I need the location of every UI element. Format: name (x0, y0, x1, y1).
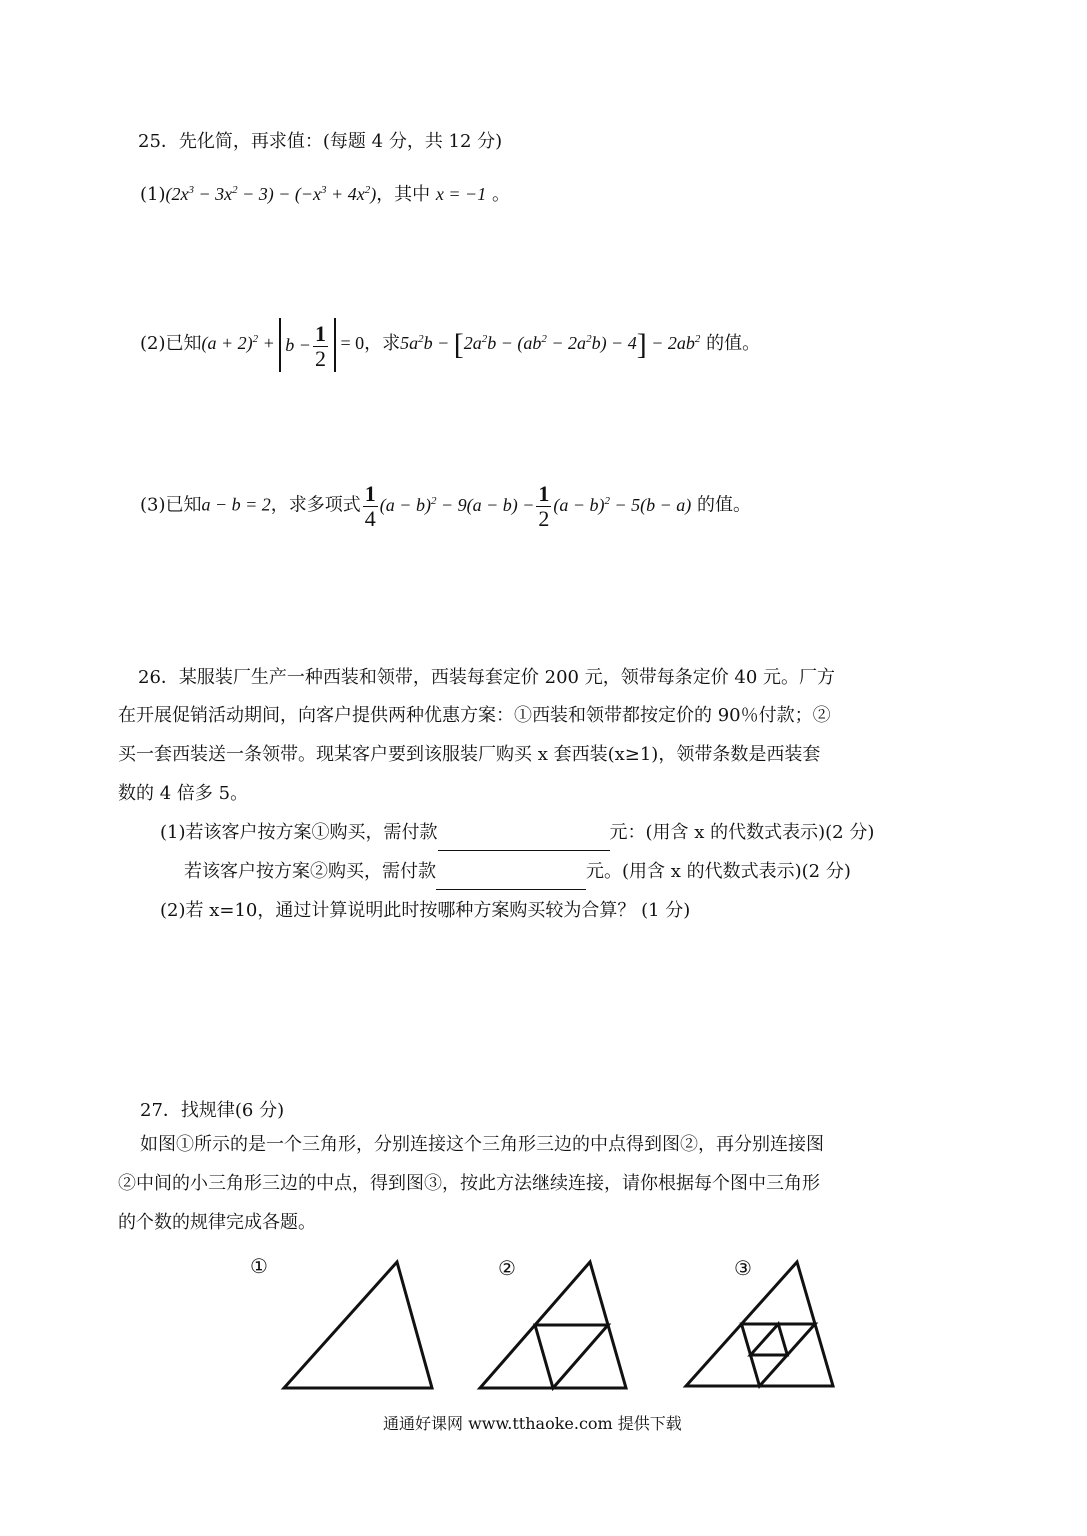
q25-title: 25．先化简，再求值：(每题 4 分，共 12 分) (138, 131, 503, 152)
figure-label-3: ③ (734, 1256, 752, 1280)
q26-line3: 买一套西装送一条领带。现某客户要到该服装厂购买 x 套西装(x≥1)，领带条数是西装套 (118, 744, 821, 765)
q27-line1: 如图①所示的是一个三角形，分别连接这个三角形三边的中点得到图②，再分别连接图 (140, 1134, 824, 1155)
triangle-fig2 (480, 1262, 626, 1388)
q26-line4: 数的 4 倍多 5。 (118, 783, 249, 804)
q25-part2: (2)已知$(a + 2)^2 + b$ − $\frac{1}{2}$ = 0，求$5a^2b - [2a^2b - (ab^2 - 2a^2b) - 4] - 2ab^2$ 的值。 (140, 318, 760, 372)
q26-line1: 26．某服装厂生产一种西装和领带，西装每套定价 200 元，领带每条定价 40 元。厂方 (138, 667, 836, 688)
q26-sub1: (1)若该客户按方案①购买，需付款 元：(用含 x 的代数式表示)(2 分) (160, 815, 874, 851)
q26-sub2: 若该客户按方案②购买，需付款 元。(用含 x 的代数式表示)(2 分) (184, 854, 851, 890)
q26-line2: 在开展促销活动期间，向客户提供两种优惠方案：①西装和领带都按定价的 90％付款；② (118, 705, 831, 726)
triangle-fig1 (284, 1262, 432, 1388)
absolute-value-bars: b − $\frac{1}{2}$ (279, 318, 336, 372)
footer-text: 通通好课网 www.tthaoke.com 提供下载 (383, 1414, 682, 1433)
q27-title: 27．找规律(6 分) (140, 1100, 285, 1121)
figure-label-2: ② (498, 1256, 516, 1280)
triangle-fig3 (686, 1262, 833, 1386)
q27-line3: 的个数的规律完成各题。 (118, 1212, 316, 1233)
q26-sub3: (2)若 x=10，通过计算说明此时按哪种方案购买较为合算？ (1 分) (160, 900, 691, 921)
q25-part1: $(1)(2x^3 - 3x^2 - 3) - (-x^3 + 4x^2)$，其中 x = −1 。 (140, 184, 510, 205)
figure-label-1: ① (250, 1254, 268, 1278)
q27-line2: ②中间的小三角形三边的中点，得到图③，按此方法继续连接，请你根据每个图中三角形 (118, 1173, 820, 1194)
q25-part3: (3)已知a − b = 2，求多项式 $\frac{1}{4}$ $(a - b)^2 - 9(a - b)$ − $\frac{1}{2}$ $(a - b)^2 - 5(b - a)$ 的值。 (140, 481, 752, 531)
